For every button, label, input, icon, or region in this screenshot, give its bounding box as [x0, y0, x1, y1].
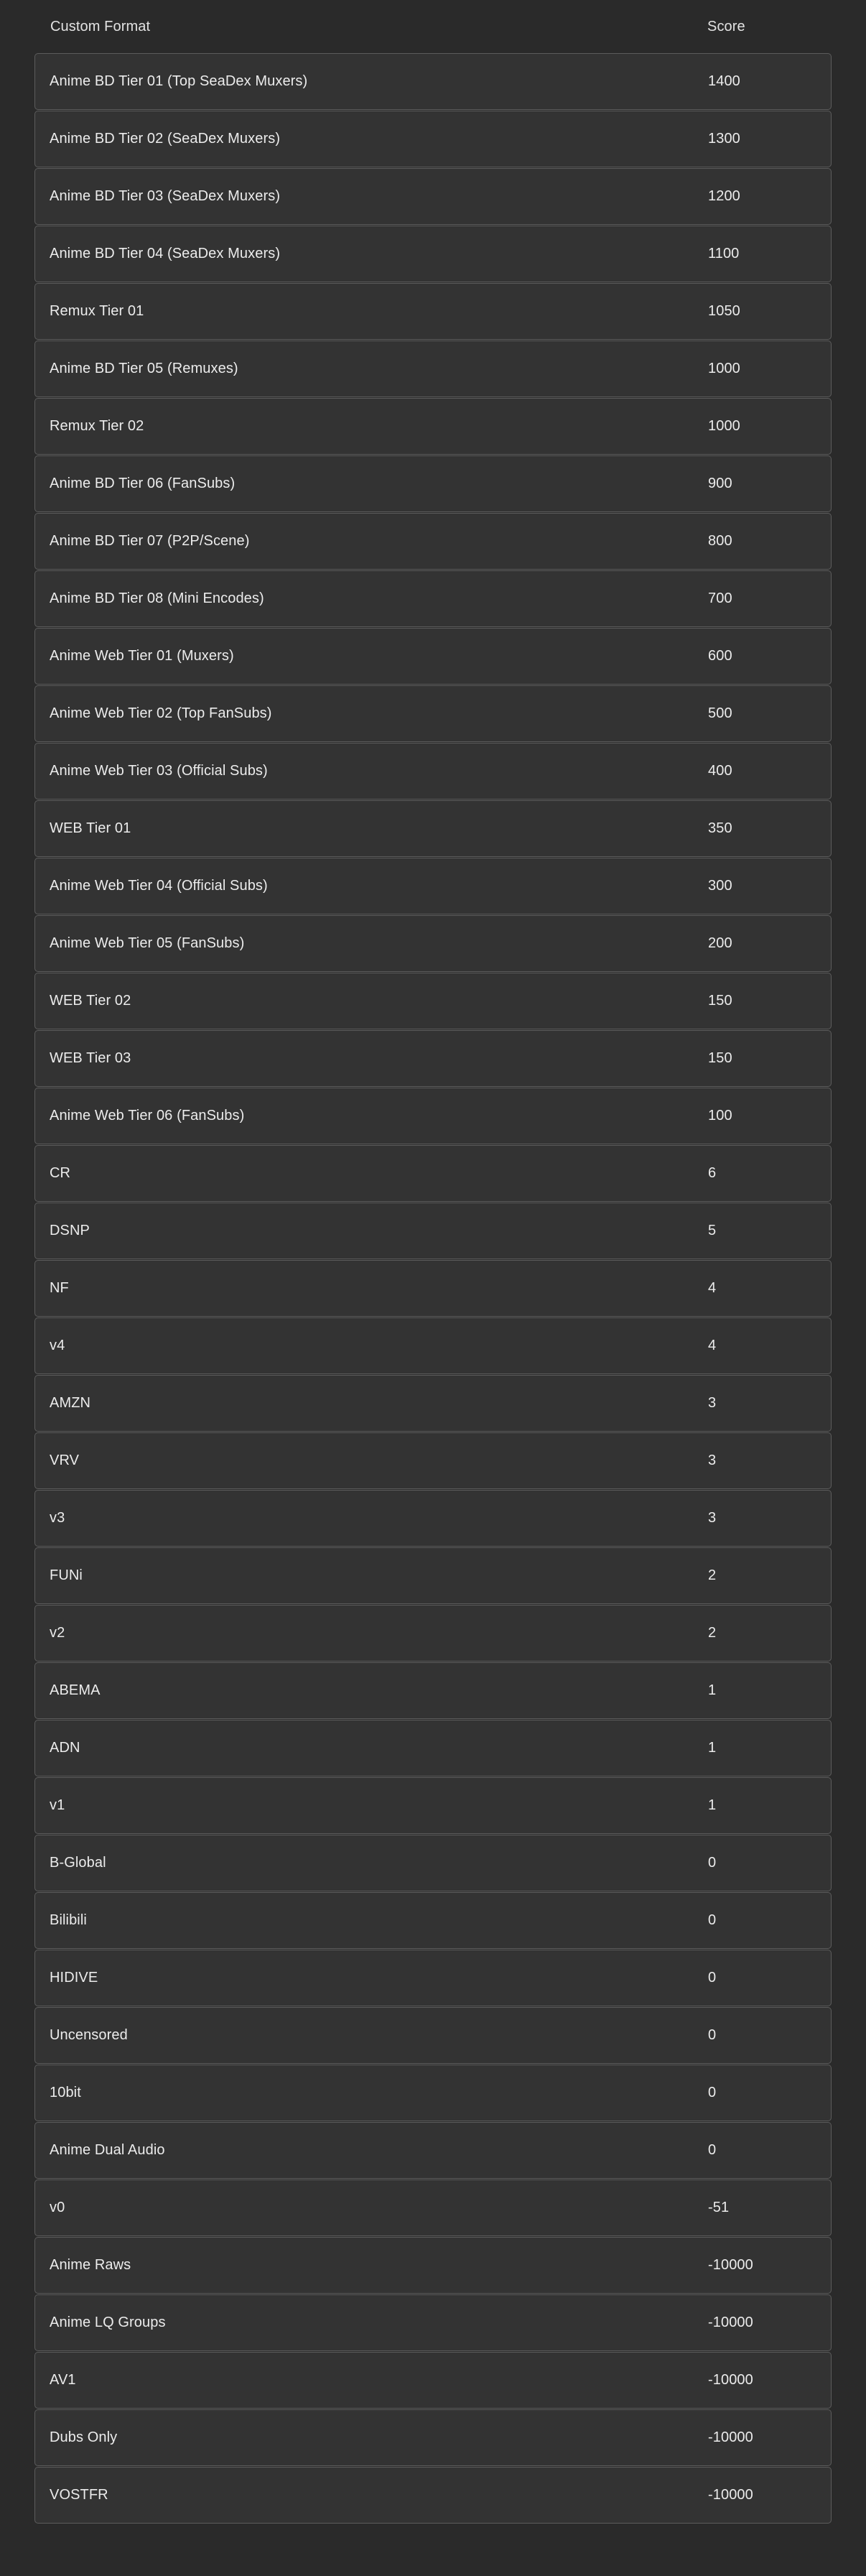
custom-format-name: WEB Tier 02 — [50, 993, 131, 1009]
custom-format-row[interactable] — [34, 1375, 832, 1432]
custom-format-row[interactable] — [34, 1835, 832, 1891]
custom-format-name: Anime Web Tier 04 (Official Subs) — [50, 878, 268, 894]
custom-format-name: Anime Web Tier 03 (Official Subs) — [50, 763, 268, 779]
custom-format-row[interactable] — [34, 513, 832, 570]
custom-format-name: FUNi — [50, 1567, 83, 1583]
custom-format-row[interactable] — [34, 1605, 832, 1662]
custom-format-name: Anime Dual Audio — [50, 2142, 165, 2158]
custom-format-name: HIDIVE — [50, 1970, 98, 1986]
custom-format-name: AMZN — [50, 1395, 91, 1411]
custom-format-name: Dubs Only — [50, 2429, 118, 2445]
custom-format-score: 1 — [708, 1740, 717, 1756]
custom-format-score: 1000 — [708, 418, 740, 434]
custom-format-name: v0 — [50, 2200, 65, 2215]
custom-format-row[interactable] — [34, 1317, 832, 1374]
custom-format-score: 0 — [708, 2142, 717, 2158]
custom-format-score: 6 — [708, 1165, 717, 1181]
custom-format-row[interactable] — [34, 1260, 832, 1317]
custom-format-score: 0 — [708, 1912, 717, 1928]
custom-format-name: Anime Web Tier 06 (FanSubs) — [50, 1108, 245, 1123]
custom-format-name: Anime BD Tier 04 (SeaDex Muxers) — [50, 246, 281, 261]
custom-format-name: Remux Tier 02 — [50, 418, 144, 434]
custom-format-name: Anime Raws — [50, 2257, 131, 2273]
custom-format-row[interactable] — [34, 2007, 832, 2064]
custom-format-row[interactable] — [34, 2065, 832, 2121]
custom-format-score: 0 — [708, 2085, 717, 2100]
custom-format-score: 1100 — [708, 246, 740, 261]
custom-format-score: 3 — [708, 1453, 717, 1468]
custom-format-name: Anime BD Tier 02 (SeaDex Muxers) — [50, 131, 281, 147]
custom-format-score: 1050 — [708, 303, 740, 319]
custom-format-row[interactable] — [34, 283, 832, 340]
custom-format-score: -10000 — [708, 2372, 753, 2388]
custom-format-name: Anime BD Tier 08 (Mini Encodes) — [50, 590, 264, 606]
custom-format-name: Anime BD Tier 07 (P2P/Scene) — [50, 533, 250, 549]
custom-format-row[interactable] — [34, 570, 832, 627]
custom-format-row[interactable] — [34, 111, 832, 167]
custom-format-name: Anime Web Tier 02 (Top FanSubs) — [50, 705, 272, 721]
custom-format-score: 2 — [708, 1625, 717, 1641]
custom-format-score: 1200 — [708, 188, 740, 204]
custom-format-row[interactable] — [34, 1490, 832, 1547]
table-header — [34, 0, 832, 53]
custom-format-row[interactable] — [34, 973, 832, 1029]
custom-format-row[interactable] — [34, 2179, 832, 2236]
custom-format-name: Anime Web Tier 05 (FanSubs) — [50, 935, 245, 951]
custom-format-score: 150 — [708, 993, 732, 1009]
custom-format-name: Anime BD Tier 05 (Remuxes) — [50, 361, 238, 376]
custom-format-score: 4 — [708, 1280, 717, 1296]
custom-format-row[interactable] — [34, 1088, 832, 1144]
custom-format-row[interactable] — [34, 2237, 832, 2294]
custom-format-row[interactable] — [34, 800, 832, 857]
custom-format-row[interactable] — [34, 1547, 832, 1604]
custom-format-row[interactable] — [34, 2352, 832, 2409]
custom-format-row[interactable] — [34, 1720, 832, 1776]
custom-format-row[interactable] — [34, 1203, 832, 1259]
custom-format-score: 1 — [708, 1797, 717, 1813]
custom-format-row[interactable] — [34, 226, 832, 282]
custom-format-score: -10000 — [708, 2429, 753, 2445]
custom-format-score: 800 — [708, 533, 732, 549]
custom-format-row[interactable] — [34, 858, 832, 914]
column-header-custom-format: Custom Format — [50, 18, 151, 34]
custom-format-name: v4 — [50, 1338, 65, 1353]
custom-format-score: -51 — [708, 2200, 730, 2215]
custom-format-score: 300 — [708, 878, 732, 894]
custom-format-row[interactable] — [34, 398, 832, 455]
custom-format-name: Anime Web Tier 01 (Muxers) — [50, 648, 234, 664]
custom-format-score: 500 — [708, 705, 732, 721]
custom-format-name: v2 — [50, 1625, 65, 1641]
custom-format-score: 0 — [708, 1855, 717, 1871]
custom-format-row[interactable] — [34, 685, 832, 742]
custom-format-row[interactable] — [34, 915, 832, 972]
custom-format-row[interactable] — [34, 743, 832, 800]
custom-format-row[interactable] — [34, 1145, 832, 1202]
custom-format-score: 1000 — [708, 361, 740, 376]
custom-format-name: ADN — [50, 1740, 80, 1756]
custom-format-name: 10bit — [50, 2085, 81, 2100]
custom-format-name: v1 — [50, 1797, 65, 1813]
custom-format-row[interactable] — [34, 2294, 832, 2351]
custom-format-name: WEB Tier 01 — [50, 820, 131, 836]
custom-format-name: NF — [50, 1280, 69, 1296]
custom-format-row[interactable] — [34, 1892, 832, 1949]
custom-format-row[interactable] — [34, 168, 832, 225]
custom-format-name: v3 — [50, 1510, 65, 1526]
custom-format-score: 1 — [708, 1682, 717, 1698]
custom-format-name: Uncensored — [50, 2027, 128, 2043]
custom-format-list — [34, 53, 832, 2524]
custom-format-row[interactable] — [34, 53, 832, 110]
custom-format-score: 350 — [708, 820, 732, 836]
custom-format-row[interactable] — [34, 2122, 832, 2179]
custom-format-score: 5 — [708, 1223, 717, 1238]
custom-format-score: 3 — [708, 1510, 717, 1526]
custom-format-row[interactable] — [34, 1950, 832, 2006]
custom-format-score: 200 — [708, 935, 732, 951]
custom-format-score: 400 — [708, 763, 732, 779]
custom-format-name: VOSTFR — [50, 2487, 108, 2503]
custom-format-name: VRV — [50, 1453, 80, 1468]
custom-format-name: Anime BD Tier 03 (SeaDex Muxers) — [50, 188, 281, 204]
custom-format-name: WEB Tier 03 — [50, 1050, 131, 1066]
custom-format-name: DSNP — [50, 1223, 90, 1238]
custom-format-score: 100 — [708, 1108, 732, 1123]
custom-format-score: -10000 — [708, 2487, 753, 2503]
custom-format-score: 4 — [708, 1338, 717, 1353]
custom-format-score: 0 — [708, 2027, 717, 2043]
custom-format-name: Remux Tier 01 — [50, 303, 144, 319]
custom-format-row[interactable] — [34, 628, 832, 685]
custom-format-name: Anime BD Tier 01 (Top SeaDex Muxers) — [50, 73, 308, 89]
custom-format-name: Bilibili — [50, 1912, 87, 1928]
custom-format-name: CR — [50, 1165, 71, 1181]
custom-format-row[interactable] — [34, 455, 832, 512]
custom-format-score: 2 — [708, 1567, 717, 1583]
custom-format-score: 150 — [708, 1050, 732, 1066]
custom-format-name: B-Global — [50, 1855, 106, 1871]
custom-format-name: Anime BD Tier 06 (FanSubs) — [50, 476, 236, 491]
custom-format-row[interactable] — [34, 1777, 832, 1834]
custom-format-score: 1400 — [708, 73, 740, 89]
custom-format-name: AV1 — [50, 2372, 76, 2388]
custom-format-score: 0 — [708, 1970, 717, 1986]
column-header-score: Score — [707, 18, 745, 34]
custom-format-row[interactable] — [34, 1030, 832, 1087]
custom-format-row[interactable] — [34, 1662, 832, 1719]
custom-format-row[interactable] — [34, 1432, 832, 1489]
custom-format-name: Anime LQ Groups — [50, 2315, 166, 2330]
custom-format-score: 600 — [708, 648, 732, 664]
custom-format-row[interactable] — [34, 2467, 832, 2524]
custom-format-row[interactable] — [34, 2409, 832, 2466]
custom-format-score: -10000 — [708, 2257, 753, 2273]
custom-format-score: 900 — [708, 476, 732, 491]
custom-format-score: 1300 — [708, 131, 740, 147]
custom-format-name: ABEMA — [50, 1682, 101, 1698]
custom-format-score: -10000 — [708, 2315, 753, 2330]
custom-format-row[interactable] — [34, 340, 832, 397]
custom-format-score: 700 — [708, 590, 732, 606]
custom-format-score: 3 — [708, 1395, 717, 1411]
